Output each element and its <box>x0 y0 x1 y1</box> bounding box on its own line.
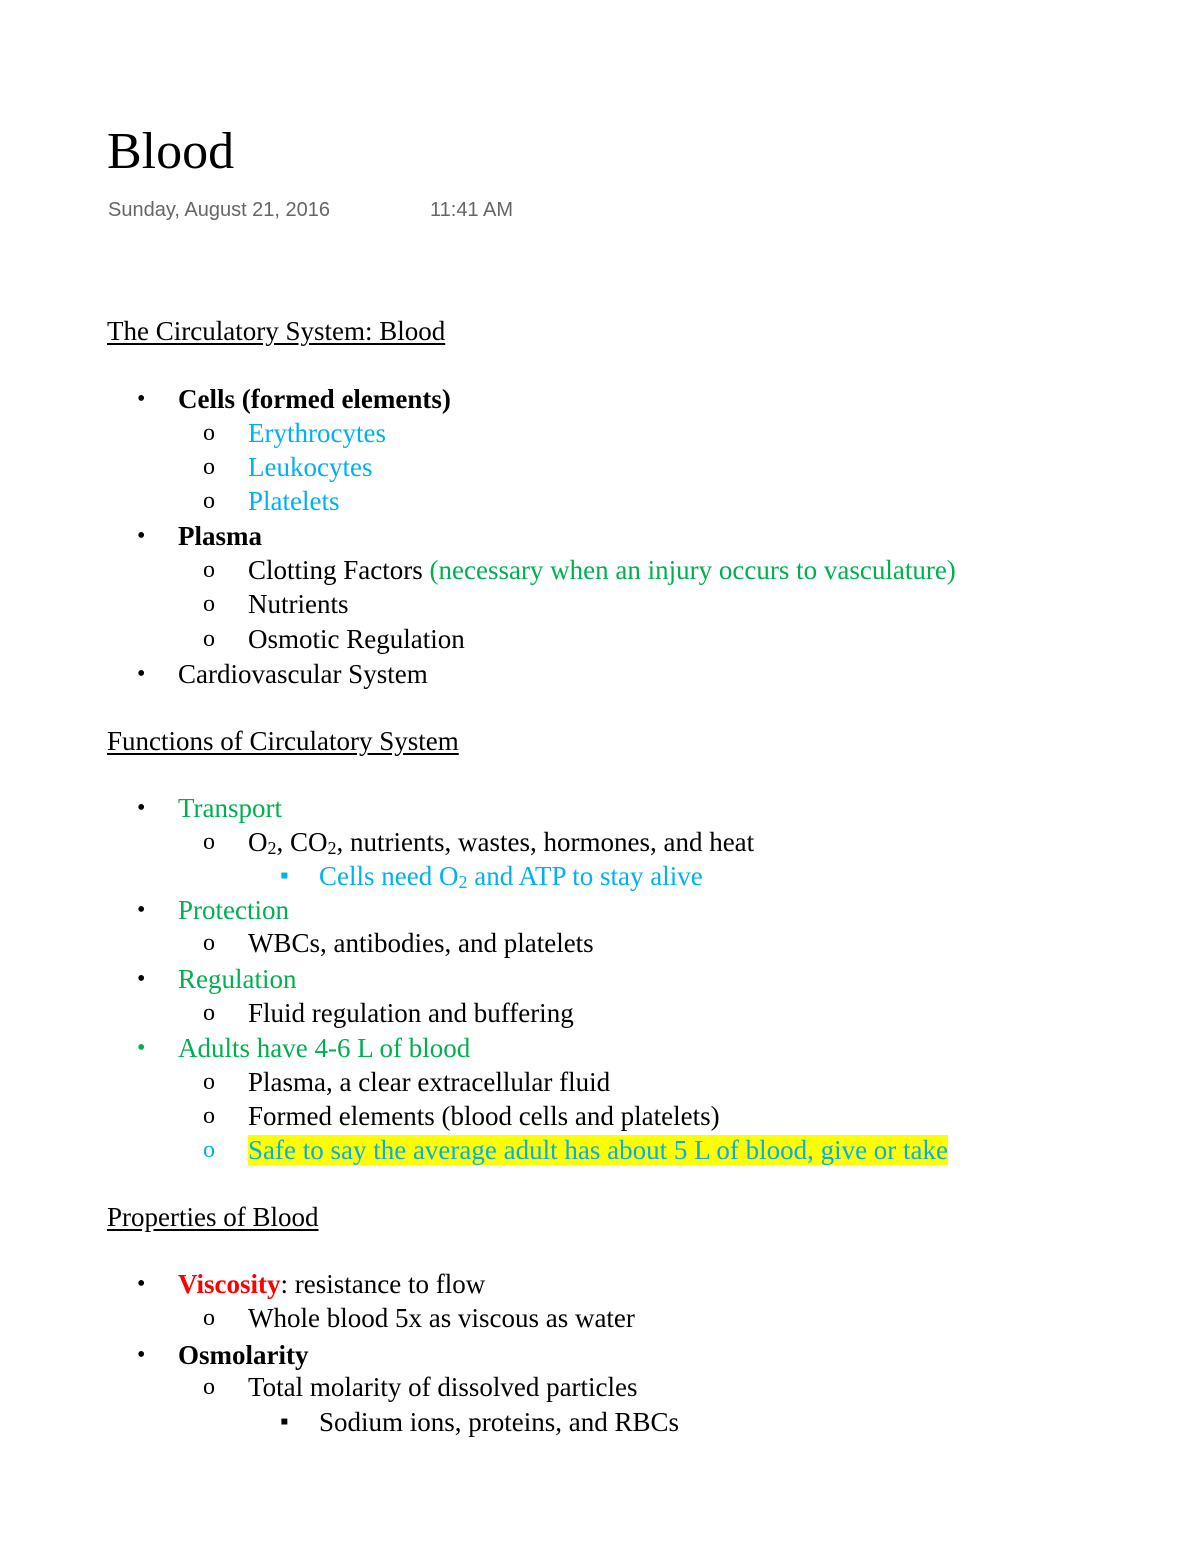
bullet-marker: • <box>137 1342 146 1368</box>
circle-marker: o <box>203 626 215 652</box>
bullet-marker: • <box>137 966 146 992</box>
highlighted-text: Safe to say the average adult has about 5 L of blood, give or take <box>248 1135 949 1165</box>
bullet-marker: • <box>137 897 146 923</box>
list-item-clotting-factors <box>248 553 956 587</box>
list-item-cells-need <box>319 859 703 893</box>
circle-marker: o <box>203 420 215 446</box>
circle-marker: o <box>203 1069 215 1095</box>
circle-marker: o <box>203 1374 215 1400</box>
list-item-plasma: Plasma <box>178 521 262 551</box>
list-item-erythrocytes: Erythrocytes <box>248 418 386 448</box>
list-item-whole-blood: Whole blood 5x as viscous as water <box>248 1303 635 1333</box>
circle-marker: o <box>203 1103 215 1129</box>
bullet-marker: • <box>137 1271 146 1297</box>
list-item-platelets: Platelets <box>248 486 340 516</box>
page-date: Sunday, August 21, 2016 <box>108 199 331 221</box>
list-item-nutrients: Nutrients <box>248 589 349 619</box>
subscript: 2 <box>327 838 337 858</box>
list-item-cardiovascular: Cardiovascular System <box>178 659 428 689</box>
cells-need-rest-text: and ATP to stay alive <box>467 861 703 891</box>
viscosity-definition: : resistance to flow <box>280 1269 486 1299</box>
square-marker: ▪ <box>280 863 289 889</box>
bullet-marker: • <box>137 795 146 821</box>
list-item-transport-contents <box>248 825 754 859</box>
square-marker: ▪ <box>280 1409 289 1435</box>
list-item-wbcs: WBCs, antibodies, and platelets <box>248 928 594 958</box>
list-item-transport: Transport <box>178 793 283 823</box>
page-meta <box>108 196 514 224</box>
list-item-total-molarity: Total molarity of dissolved particles <box>248 1372 638 1402</box>
cells-need-text: Cells need O <box>319 861 459 891</box>
list-item-safe-to-say <box>248 1133 948 1167</box>
circle-marker: o <box>203 488 215 514</box>
section-heading-functions: Functions of Circulatory System <box>107 726 459 756</box>
clotting-label: Clotting Factors <box>248 555 423 585</box>
viscosity-term: Viscosity <box>178 1269 281 1299</box>
bullet-marker: • <box>137 386 146 412</box>
subscript: 2 <box>267 838 277 858</box>
circle-marker: o <box>203 454 215 480</box>
list-item-adults: Adults have 4-6 L of blood <box>178 1033 471 1063</box>
list-item-sodium: Sodium ions, proteins, and RBCs <box>319 1407 680 1437</box>
list-item-plasma-clear: Plasma, a clear extracellular fluid <box>248 1067 611 1097</box>
clotting-note: (necessary when an injury occurs to vasculature) <box>429 555 956 585</box>
list-item-viscosity <box>178 1267 485 1301</box>
list-item-cells: Cells (formed elements) <box>178 384 451 414</box>
list-item-leukocytes: Leukocytes <box>248 452 373 482</box>
page-time: 11:41 AM <box>430 199 514 221</box>
list-item-fluid: Fluid regulation and buffering <box>248 998 574 1028</box>
bullet-marker: • <box>137 1035 146 1061</box>
list-item-protection: Protection <box>178 895 289 925</box>
section-heading-circulatory-blood: The Circulatory System: Blood <box>107 316 446 346</box>
bullet-marker: • <box>137 661 146 687</box>
page-title: Blood <box>107 123 235 180</box>
list-item-osmolarity: Osmolarity <box>178 1340 309 1370</box>
list-item-regulation: Regulation <box>178 964 297 994</box>
circle-marker: o <box>203 1137 215 1163</box>
list-item-formed-elements: Formed elements (blood cells and platelets) <box>248 1101 720 1131</box>
circle-marker: o <box>203 930 215 956</box>
co-text: , CO <box>276 827 328 857</box>
circle-marker: o <box>203 829 215 855</box>
o-text: O <box>248 827 268 857</box>
subscript: 2 <box>458 872 468 892</box>
list-item-osmotic-regulation: Osmotic Regulation <box>248 624 465 654</box>
circle-marker: o <box>203 1000 215 1026</box>
circle-marker: o <box>203 1305 215 1331</box>
section-heading-properties: Properties of Blood <box>107 1202 319 1232</box>
circle-marker: o <box>203 557 215 583</box>
bullet-marker: • <box>137 523 146 549</box>
transport-rest-text: , nutrients, wastes, hormones, and heat <box>336 827 755 857</box>
circle-marker: o <box>203 591 215 617</box>
